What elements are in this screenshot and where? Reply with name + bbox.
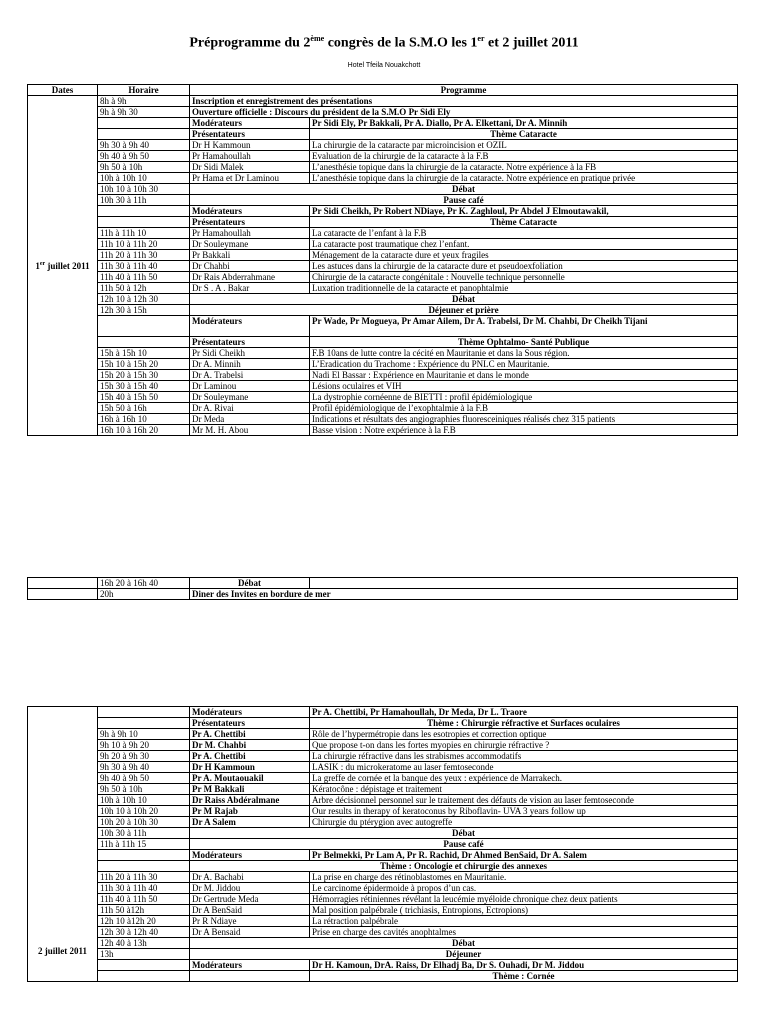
time-cell: 9h 30 à 9h 40 — [98, 140, 190, 151]
topic-cell: La prise en charge des rétinoblastomes en Mauritanie. — [310, 872, 738, 883]
topic-cell: Nadi El Bassar : Expérience en Mauritanie et dans le monde — [310, 370, 738, 381]
time-cell — [98, 861, 190, 872]
speaker-cell — [190, 971, 310, 982]
topic-cell: Thème Cataracte — [310, 217, 738, 228]
session-cell: Déjeuner et prière — [190, 305, 738, 316]
title-sup: ème — [310, 34, 325, 43]
topic-cell: F.B 10ans de lutte contre la cécité en Mauritanie et dans la Sous région. — [310, 348, 738, 359]
topic-cell: La chirurgie de la cataracte par microincision et OZIL — [310, 140, 738, 151]
table-row — [28, 740, 738, 751]
table-row — [28, 861, 738, 872]
table-row — [28, 872, 738, 883]
time-cell: 15h à 15h 10 — [98, 348, 190, 359]
time-cell: 9h 30 à 9h 40 — [98, 762, 190, 773]
time-cell: 11h 50 à 12h — [98, 283, 190, 294]
table-row — [28, 425, 738, 436]
table-row — [28, 305, 738, 316]
topic-cell: Pr Sidi Ely, Pr Bakkali, Pr A. Diallo, Pr A. Elkettani, Dr A. Minnih — [310, 118, 738, 129]
topic-cell: Chirurgie du ptérygion avec autogreffe — [310, 817, 738, 828]
speaker-cell: Dr A. Trabelsi — [190, 370, 310, 381]
topic-cell: La rétraction palpébrale — [310, 916, 738, 927]
time-cell: 9h 40 à 9h 50 — [98, 773, 190, 784]
topic-cell: Luxation traditionnelle de la cataracte et panophtalmie — [310, 283, 738, 294]
speaker-cell: Modérateurs — [190, 118, 310, 129]
time-cell — [98, 316, 190, 337]
topic-cell: Arbre décisionnel personnel sur le traitement des défauts de vision au laser femtoseconde — [310, 795, 738, 806]
topic-cell: Evaluation de la chirurgie de la cataracte à la F.B — [310, 151, 738, 162]
topic-cell: Lésions oculaires et VIH — [310, 381, 738, 392]
date-label-sup: er — [39, 261, 46, 267]
time-cell: 15h 50 à 16h — [98, 403, 190, 414]
table-row — [28, 729, 738, 740]
time-cell — [98, 337, 190, 348]
time-cell: 9h à 9h 30 — [98, 107, 190, 118]
speaker-cell: Dr M. Chahbi — [190, 740, 310, 751]
table-row — [28, 707, 738, 718]
time-cell: 12h 30 à 15h — [98, 305, 190, 316]
time-cell: 15h 20 à 15h 30 — [98, 370, 190, 381]
time-cell — [98, 129, 190, 140]
table-row — [28, 217, 738, 228]
session-cell: Pause café — [190, 839, 738, 850]
time-cell: 11h 30 à 11h 40 — [98, 883, 190, 894]
speaker-cell: Dr A. Minnih — [190, 359, 310, 370]
table-row — [28, 250, 738, 261]
table-row — [28, 272, 738, 283]
table-row — [28, 348, 738, 359]
speaker-cell: Pr A. Moutaouakil — [190, 773, 310, 784]
time-cell: 11h 40 à 11h 50 — [98, 272, 190, 283]
time-cell: 15h 30 à 15h 40 — [98, 381, 190, 392]
table-row — [28, 938, 738, 949]
speaker-cell: Dr Raiss Abdéralmane — [190, 795, 310, 806]
time-cell: 10h 30 à 11h — [98, 828, 190, 839]
title-part: congrès de la S.M.O les 1 — [324, 35, 478, 51]
table-row — [28, 828, 738, 839]
speaker-cell: Pr Hama et Dr Laminou — [190, 173, 310, 184]
topic-cell: Profil épidémiologique de l’exophtalmie à la F.B — [310, 403, 738, 414]
table-row — [28, 392, 738, 403]
time-cell — [98, 217, 190, 228]
time-cell: 15h 10 à 15h 20 — [98, 359, 190, 370]
speaker-cell: Dr H Kammoun — [190, 762, 310, 773]
session-cell: Débat — [190, 828, 738, 839]
table-row — [28, 107, 738, 118]
table-header-row — [28, 85, 738, 96]
session-cell: Thème : Oncologie et chirurgie des annexes — [190, 861, 738, 872]
table-row — [28, 283, 738, 294]
table-row — [28, 578, 738, 589]
topic-cell: Mal position palpébrale ( trichiasis, Entropions, Ectropions) — [310, 905, 738, 916]
time-cell — [98, 118, 190, 129]
table-row — [28, 751, 738, 762]
time-cell: 9h 20 à 9h 30 — [98, 751, 190, 762]
speaker-cell: Dr M. Jiddou — [190, 883, 310, 894]
header-programme: Programme — [190, 85, 738, 96]
table-row — [28, 316, 738, 337]
table-row — [28, 261, 738, 272]
table-row — [28, 337, 738, 348]
table-row — [28, 905, 738, 916]
speaker-cell: Pr A. Chettibi — [190, 729, 310, 740]
session-label: Débat — [190, 578, 310, 589]
time-cell: 16h 20 à 16h 40 — [98, 578, 190, 589]
time-cell: 9h 40 à 9h 50 — [98, 151, 190, 162]
session-cell: Ouverture officielle : Discours du président de la S.M.O Pr Sidi Ely — [190, 107, 738, 118]
table-row — [28, 294, 738, 305]
speaker-cell: Modérateurs — [190, 960, 310, 971]
date-cell-empty — [28, 578, 98, 589]
topic-cell: L’anesthésie topique dans la chirurgie de la cataracte. Notre expérience en pratique privée — [310, 173, 738, 184]
speaker-cell: Pr Hamahoullah — [190, 151, 310, 162]
session-cell: Débat — [190, 938, 738, 949]
time-cell: 11h 20 à 11h 30 — [98, 250, 190, 261]
time-cell: 9h 50 à 10h — [98, 162, 190, 173]
time-cell: 11h 10 à 11h 20 — [98, 239, 190, 250]
speaker-cell: Dr A. Bachabi — [190, 872, 310, 883]
topic-cell: La cataracte de l’enfant à la F.B — [310, 228, 738, 239]
title-part: et 2 juillet 2011 — [484, 35, 579, 51]
table-row — [28, 883, 738, 894]
table-row — [28, 129, 738, 140]
table-row — [28, 817, 738, 828]
time-cell: 10h à 10h 10 — [98, 795, 190, 806]
topic-cell: Le carcinome épidermoide à propos d’un cas. — [310, 883, 738, 894]
program-table-evening — [27, 577, 738, 600]
table-row — [28, 359, 738, 370]
speaker-cell: Dr Meda — [190, 414, 310, 425]
topic-cell: Ménagement de la cataracte dure et yeux fragiles — [310, 250, 738, 261]
speaker-cell: Dr Gertrude Meda — [190, 894, 310, 905]
header-horaire: Horaire — [98, 85, 190, 96]
page-subtitle: Hotel Tfeila Nouakchott — [347, 62, 421, 69]
header-dates: Dates — [28, 85, 98, 96]
table-row — [28, 173, 738, 184]
table-row — [28, 839, 738, 850]
table-row — [28, 381, 738, 392]
date-label: 1 — [35, 261, 40, 271]
title-part: Préprogramme du 2 — [189, 35, 311, 51]
time-cell — [98, 206, 190, 217]
topic-cell: La dystrophie cornéenne de BIETTI : profil épidémiologique — [310, 392, 738, 403]
time-cell: 11h à 11h 15 — [98, 839, 190, 850]
table-row — [28, 773, 738, 784]
time-cell: 15h 40 à 15h 50 — [98, 392, 190, 403]
time-cell — [98, 850, 190, 861]
table-row — [28, 589, 738, 600]
table-row — [28, 370, 738, 381]
table-row — [28, 195, 738, 206]
table-row — [28, 162, 738, 173]
table-row — [28, 806, 738, 817]
speaker-cell: Pr A. Chettibi — [190, 751, 310, 762]
topic-cell: Our results in therapy of keratoconus by Riboflavin- UVA 3 years follow up — [310, 806, 738, 817]
table-row — [28, 971, 738, 982]
program-table-day1 — [27, 84, 738, 436]
speaker-cell: Présentateurs — [190, 217, 310, 228]
session-cell: Débat — [190, 294, 738, 305]
speaker-cell: Dr Sidi Malek — [190, 162, 310, 173]
topic-cell: Pr A. Chettibi, Pr Hamahoullah, Dr Meda, Dr L. Traore — [310, 707, 738, 718]
speaker-cell: Dr S . A . Bakar — [190, 283, 310, 294]
speaker-cell: Dr A BenSaid — [190, 905, 310, 916]
topic-cell: Thème Ophtalmo- Santé Publique — [310, 337, 738, 348]
table-row — [28, 151, 738, 162]
date-label: juillet 2011 — [45, 261, 90, 271]
time-cell: 16h 10 à 16h 20 — [98, 425, 190, 436]
time-cell: 12h 30 à 12h 40 — [98, 927, 190, 938]
time-cell: 12h 10 à12h 20 — [98, 916, 190, 927]
time-cell: 11h 50 à12h — [98, 905, 190, 916]
speaker-cell: Pr R Ndiaye — [190, 916, 310, 927]
topic-cell: Que propose t-on dans les fortes myopies en chirurgie réfractive ? — [310, 740, 738, 751]
session-cell: Inscription et enregistrement des présentations — [190, 96, 738, 107]
topic-cell: La greffe de cornée et la banque des yeux : expérience de Marrakech. — [310, 773, 738, 784]
topic-cell: Thème : Cornée — [310, 971, 738, 982]
topic-cell: Prise en charge des cavités anophtalmes — [310, 927, 738, 938]
speaker-cell: Dr H Kammoun — [190, 140, 310, 151]
speaker-cell: Dr Souleymane — [190, 239, 310, 250]
session-cell: Pause café — [190, 195, 738, 206]
speaker-cell: Pr Bakkali — [190, 250, 310, 261]
speaker-cell: Présentateurs — [190, 129, 310, 140]
time-cell: 10h 20 à 10h 30 — [98, 817, 190, 828]
speaker-cell: Pr M Bakkali — [190, 784, 310, 795]
table-row — [28, 184, 738, 195]
page-title — [0, 34, 768, 52]
table-row — [28, 784, 738, 795]
table-row — [28, 118, 738, 129]
speaker-cell: Dr A Bensaid — [190, 927, 310, 938]
table-row — [28, 850, 738, 861]
speaker-cell: Pr Sidi Cheikh — [190, 348, 310, 359]
topic-cell: La cataracte post traumatique chez l’enfant. — [310, 239, 738, 250]
time-cell: 11h 40 à 11h 50 — [98, 894, 190, 905]
table-row — [28, 949, 738, 960]
topic-cell: Basse vision : Notre expérience à la F.B — [310, 425, 738, 436]
time-cell: 8h à 9h — [98, 96, 190, 107]
table-row — [28, 96, 738, 107]
session-cell: Déjeuner — [190, 949, 738, 960]
table-row — [28, 228, 738, 239]
time-cell — [98, 960, 190, 971]
time-cell: 10h 10 à 10h 30 — [98, 184, 190, 195]
speaker-cell: Modérateurs — [190, 707, 310, 718]
table-row — [28, 916, 738, 927]
speaker-cell: Modérateurs — [190, 850, 310, 861]
session-cell: Diner des Invites en bordure de mer — [190, 589, 738, 600]
title-sup: er — [477, 34, 485, 43]
topic-cell: LASIK : du microkeratome au laser femtoseconde — [310, 762, 738, 773]
topic-cell: La chirurgie réfractive dans les strabismes accommodatifs — [310, 751, 738, 762]
table-row — [28, 140, 738, 151]
topic-cell: Indications et résultats des angiographies fluoresceiniques réalisés chez 315 patients — [310, 414, 738, 425]
speaker-cell: Dr Souleymane — [190, 392, 310, 403]
speaker-cell: Dr A Salem — [190, 817, 310, 828]
speaker-cell: Présentateurs — [190, 337, 310, 348]
time-cell: 11h à 11h 10 — [98, 228, 190, 239]
time-cell: 10h 30 à 11h — [98, 195, 190, 206]
table-row — [28, 718, 738, 729]
topic-cell: Thème : Chirurgie réfractive et Surfaces oculaires — [310, 718, 738, 729]
table-row — [28, 403, 738, 414]
topic-cell: Hémorragies rétiniennes révélant la leucémie myéloide chronique chez deux patients — [310, 894, 738, 905]
time-cell: 13h — [98, 949, 190, 960]
topic-cell: L’anesthésie topique dans la chirurgie de la cataracte. Notre expérience à la FB — [310, 162, 738, 173]
speaker-cell: Pr Hamahoullah — [190, 228, 310, 239]
topic-cell: L’Eradication du Trachome : Expérience du PNLC en Mauritanie. — [310, 359, 738, 370]
time-cell: 9h 50 à 10h — [98, 784, 190, 795]
time-cell — [98, 718, 190, 729]
speaker-cell: Dr Chahbi — [190, 261, 310, 272]
topic-cell: Pr Belmekki, Pr Lam A, Pr R. Rachid, Dr Ahmed BenSaid, Dr A. Salem — [310, 850, 738, 861]
time-cell: 9h 10 à 9h 20 — [98, 740, 190, 751]
topic-cell: Dr H. Kamoun, DrA. Raiss, Dr Elhadj Ba, Dr S. Ouhadi, Dr M. Jiddou — [310, 960, 738, 971]
speaker-cell: Dr Laminou — [190, 381, 310, 392]
topic-cell: Pr Wade, Pr Mogueya, Pr Amar Ailem, Dr A. Trabelsi, Dr M. Chahbi, Dr Cheikh Tijani — [310, 316, 738, 337]
time-cell: 12h 10 à 12h 30 — [98, 294, 190, 305]
table-row — [28, 960, 738, 971]
table-row — [28, 414, 738, 425]
time-cell: 10h 10 à 10h 20 — [98, 806, 190, 817]
table-row — [28, 762, 738, 773]
speaker-cell: Dr Rais Abderrahmane — [190, 272, 310, 283]
time-cell: 12h 40 à 13h — [98, 938, 190, 949]
table-row — [28, 927, 738, 938]
program-table-day2 — [27, 706, 738, 982]
topic-cell: Rôle de l’hypermétropie dans les esotropies et correction optique — [310, 729, 738, 740]
time-cell: 16h à 16h 10 — [98, 414, 190, 425]
table-row — [28, 795, 738, 806]
speaker-cell: Présentateurs — [190, 718, 310, 729]
time-cell — [98, 707, 190, 718]
speaker-cell: Pr M Rajab — [190, 806, 310, 817]
topic-cell: Pr Sidi Cheikh, Pr Robert NDiaye, Pr K. Zaghloul, Pr Abdel J Elmoutawakil, — [310, 206, 738, 217]
date-cell-empty — [28, 589, 98, 600]
speaker-cell: Modérateurs — [190, 206, 310, 217]
speaker-cell: Modérateurs — [190, 316, 310, 337]
time-cell: 20h — [98, 589, 190, 600]
speaker-cell: Dr A. Rivai — [190, 403, 310, 414]
table-row — [28, 206, 738, 217]
table-row — [28, 239, 738, 250]
time-cell: 11h 20 à 11h 30 — [98, 872, 190, 883]
topic-cell: Thème Cataracte — [310, 129, 738, 140]
topic-cell: Kératocône : dépistage et traitement — [310, 784, 738, 795]
time-cell: 10h à 10h 10 — [98, 173, 190, 184]
session-cell-empty — [310, 578, 738, 589]
table-row — [28, 894, 738, 905]
time-cell: 9h à 9h 10 — [98, 729, 190, 740]
date-cell-day2: 2 juillet 2011 — [28, 707, 98, 982]
topic-cell: Chirurgie de la cataracte congénitale : Nouvelle technique personnelle — [310, 272, 738, 283]
topic-cell: Les astuces dans la chirurgie de la cataracte dure et pseudoexfoliation — [310, 261, 738, 272]
speaker-cell: Mr M. H. Abou — [190, 425, 310, 436]
date-cell-day1 — [28, 96, 98, 436]
session-cell: Débat — [190, 184, 738, 195]
time-cell — [98, 971, 190, 982]
time-cell: 11h 30 à 11h 40 — [98, 261, 190, 272]
